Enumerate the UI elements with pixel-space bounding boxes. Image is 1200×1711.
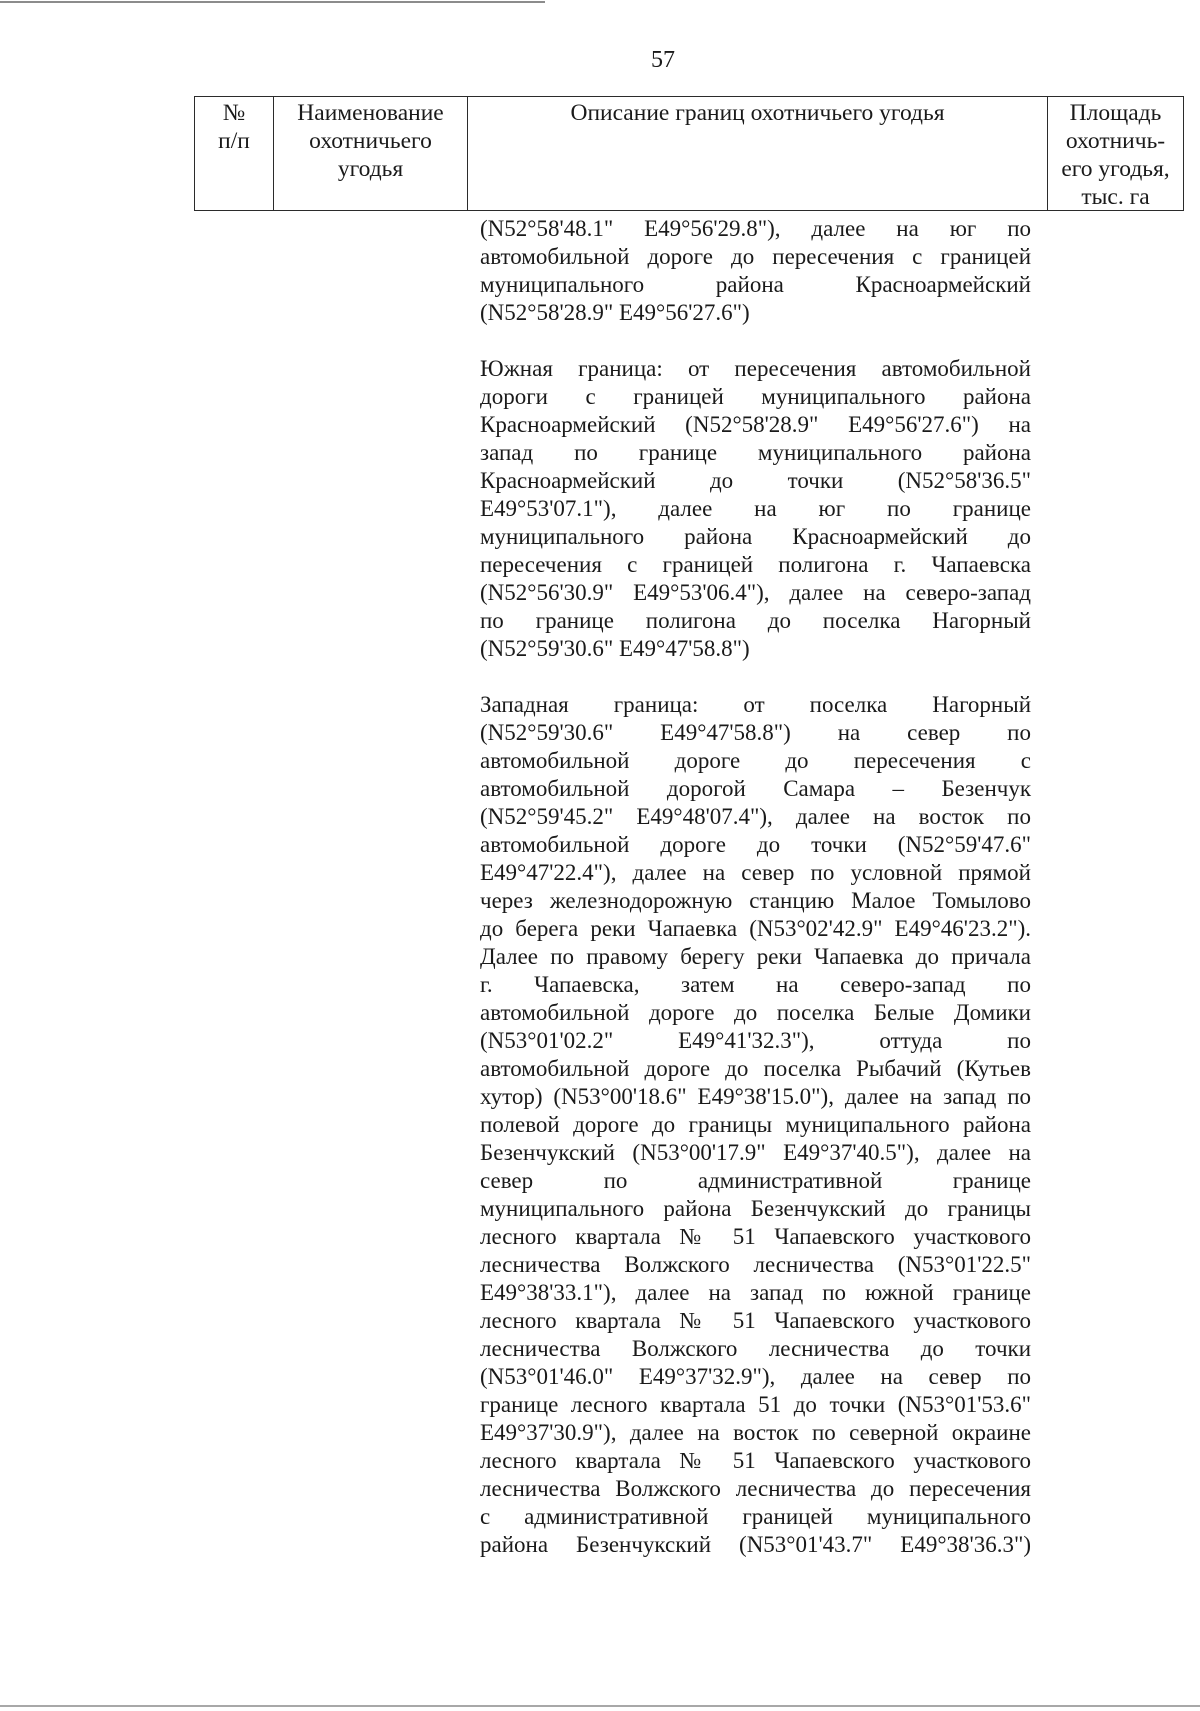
header-area-line: тыс. га <box>1081 184 1150 210</box>
description-line: Южная граница: от пересечения автомобильной <box>480 356 1031 381</box>
header-name-line: Наименование <box>297 100 444 126</box>
description-line: E49°37'30.9"), далее на восток по северной окраине <box>480 1420 1031 1445</box>
header-area-line: его угодья, <box>1061 156 1170 182</box>
description-line: дороги с границей муниципального района <box>480 384 1031 409</box>
description-line: (N52°58'48.1" E49°56'29.8"), далее на юг по <box>480 216 1031 241</box>
description-line: (N53°01'02.2" E49°41'32.3"), оттуда по <box>480 1028 1031 1053</box>
header-area-line: Площадь <box>1069 100 1162 126</box>
description-paragraph <box>480 691 1031 1559</box>
description-line: Красноармейский до точки (N52°58'36.5" <box>480 468 1031 493</box>
description-line: Западная граница: от поселка Нагорный <box>480 692 1031 717</box>
description-line: автомобильной дороге до поселка Белые Домики <box>480 1000 1031 1025</box>
scan-edge-line-bottom <box>0 1705 1200 1707</box>
description-line: района Безенчукский (N53°01'43.7" E49°38'36.3") <box>480 1532 1031 1557</box>
header-number-line: № <box>222 100 246 126</box>
header-name-line: угодья <box>337 156 404 182</box>
description-line: Далее по правому берегу реки Чапаевка до причала <box>480 944 1031 969</box>
header-cell-description <box>468 97 1048 210</box>
description-line: автомобильной дороге до пересечения с <box>480 748 1031 773</box>
description-line: автомобильной дороге до поселка Рыбачий (Кутьев <box>480 1056 1031 1081</box>
description-line: лесного квартала № 51 Чапаевского участкового <box>480 1224 1031 1249</box>
description-line: до берега реки Чапаевка (N53°02'42.9" E49°46'23.2"). <box>480 916 1031 941</box>
description-line: лесного квартала № 51 Чапаевского участкового <box>480 1448 1031 1473</box>
header-name-line: охотничьего <box>309 128 432 154</box>
header-cell-name <box>274 97 468 210</box>
description-line: муниципального района Красноармейский <box>480 272 1031 297</box>
description-line: лесничества Волжского лесничества (N53°01'22.5" <box>480 1252 1031 1277</box>
description-line: лесничества Волжского лесничества до пересечения <box>480 1476 1031 1501</box>
header-description-line: Описание границ охотничьего угодья <box>570 100 945 126</box>
description-line: (N52°58'28.9" E49°56'27.6") <box>480 300 750 325</box>
description-line: лесного квартала № 51 Чапаевского участкового <box>480 1308 1031 1333</box>
description-line: по границе полигона до поселка Нагорный <box>480 608 1031 633</box>
header-number-line: п/п <box>218 128 250 154</box>
description-line: Красноармейский (N52°58'28.9" E49°56'27.6") на <box>480 412 1031 437</box>
description-line: лесничества Волжского лесничества до точки <box>480 1336 1031 1361</box>
description-line: (N52°59'45.2" E49°48'07.4"), далее на восток по <box>480 804 1031 829</box>
description-line: автомобильной дорогой Самара – Безенчук <box>480 776 1031 801</box>
header-area-line: охотничь- <box>1065 128 1166 154</box>
description-line: автомобильной дороге до пересечения с границей <box>480 244 1031 269</box>
header-cell-area <box>1048 97 1183 210</box>
description-line: хутор) (N53°00'18.6" E49°38'15.0"), далее на запад по <box>480 1084 1031 1109</box>
description-line: границе лесного квартала 51 до точки (N53°01'53.6" <box>480 1392 1031 1417</box>
description-line: (N52°56'30.9" E49°53'06.4"), далее на северо-запад <box>480 580 1031 605</box>
description-line: автомобильной дороге до точки (N52°59'47.6" <box>480 832 1031 857</box>
description-line: через железнодорожную станцию Малое Томылово <box>480 888 1031 913</box>
header-cell-number <box>195 97 274 210</box>
description-line: север по административной границе <box>480 1168 1031 1193</box>
table-header <box>194 96 1184 211</box>
description-line: Безенчукский (N53°00'17.9" E49°37'40.5"), далее на <box>480 1140 1031 1165</box>
description-line: с административной границей муниципального <box>480 1504 1031 1529</box>
description-line: E49°53'07.1"), далее на юг по границе <box>480 496 1031 521</box>
description-paragraph <box>480 215 1031 327</box>
description-line: (N52°59'30.6" E49°47'58.8") <box>480 636 750 661</box>
page-number: 57 <box>651 47 675 73</box>
description-line: муниципального района Красноармейский до <box>480 524 1031 549</box>
description-line: (N52°59'30.6" E49°47'58.8") на север по <box>480 720 1031 745</box>
scan-edge-line-top <box>0 1 545 3</box>
description-text <box>480 215 1031 1559</box>
description-line: запад по границе муниципального района <box>480 440 1031 465</box>
description-line: г. Чапаевска, затем на северо-запад по <box>480 972 1031 997</box>
description-line: (N53°01'46.0" E49°37'32.9"), далее на север по <box>480 1364 1031 1389</box>
description-line: полевой дороге до границы муниципального района <box>480 1112 1031 1137</box>
description-line: E49°47'22.4"), далее на север по условной прямой <box>480 860 1031 885</box>
description-line: E49°38'33.1"), далее на запад по южной границе <box>480 1280 1031 1305</box>
description-line: муниципального района Безенчукский до границы <box>480 1196 1031 1221</box>
description-line: пересечения с границей полигона г. Чапаевска <box>480 552 1031 577</box>
description-paragraph <box>480 355 1031 663</box>
